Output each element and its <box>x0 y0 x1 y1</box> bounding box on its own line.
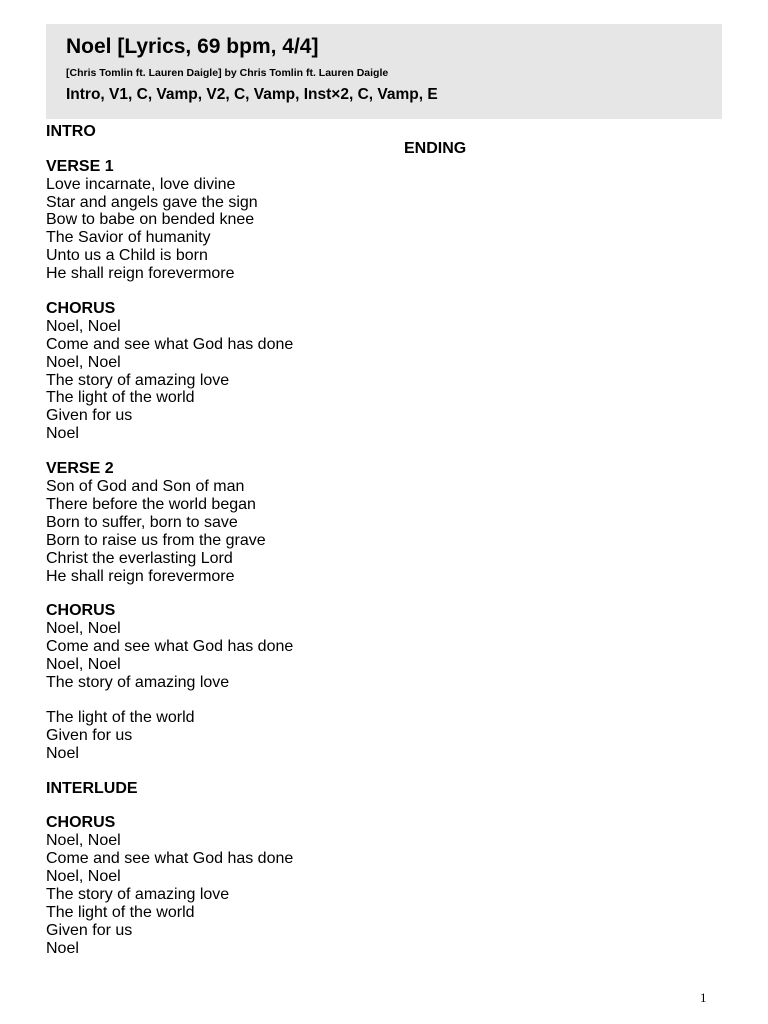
lyric-line: The light of the world <box>46 708 195 726</box>
lyric-line: Noel <box>46 939 79 957</box>
lyric-line: Bow to babe on bended knee <box>46 211 255 229</box>
section-heading: INTERLUDE <box>46 779 138 797</box>
lyric-line: Noel <box>46 744 79 762</box>
lyrics-section <box>46 602 386 691</box>
lyric-line: Come and see what God has done <box>46 335 294 353</box>
lyrics-section <box>404 140 724 158</box>
lyric-line: He shall reign forevermore <box>46 265 235 283</box>
lyric-line: Noel, Noel <box>46 317 121 335</box>
lyrics-section <box>46 158 386 283</box>
lyric-line: Come and see what God has done <box>46 638 294 656</box>
lyrics-section <box>46 780 386 798</box>
lyric-line: There before the world began <box>46 495 256 513</box>
lyric-line: Star and angels gave the sign <box>46 193 258 211</box>
lyric-line: Noel, Noel <box>46 353 121 371</box>
lyric-line: The Savior of humanity <box>46 229 211 247</box>
lyric-line: Unto us a Child is born <box>46 247 208 265</box>
lyric-line: Noel, Noel <box>46 867 121 885</box>
section-heading: ENDING <box>404 140 467 157</box>
lyrics-right-column <box>404 140 724 175</box>
song-title: Noel [Lyrics, 69 bpm, 4/4] <box>66 35 319 58</box>
lyric-line: The light of the world <box>46 903 195 921</box>
lyric-line: Born to raise us from the grave <box>46 531 266 549</box>
lyric-line: Come and see what God has done <box>46 850 294 868</box>
lyric-line: Noel, Noel <box>46 620 121 638</box>
section-heading: CHORUS <box>46 814 116 832</box>
lyric-line: Christ the everlasting Lord <box>46 549 233 567</box>
lyric-line: Son of God and Son of man <box>46 477 245 495</box>
section-heading: INTRO <box>46 123 96 140</box>
lyric-line: Love incarnate, love divine <box>46 175 236 193</box>
section-heading: VERSE 2 <box>46 460 114 478</box>
lyric-line: The story of amazing love <box>46 673 230 691</box>
lyric-line: Noel, Noel <box>46 656 121 674</box>
lyrics-section <box>46 709 386 763</box>
song-order: Intro, V1, C, Vamp, V2, C, Vamp, Inst×2, C, Vamp, E <box>66 86 438 103</box>
lyrics-section <box>46 300 386 443</box>
lyric-line: Given for us <box>46 921 133 939</box>
section-heading: CHORUS <box>46 300 116 318</box>
lyric-line: Born to suffer, born to save <box>46 513 238 531</box>
lyric-line: The story of amazing love <box>46 885 230 903</box>
song-header <box>46 24 722 119</box>
lyrics-section <box>46 460 386 585</box>
section-heading: VERSE 1 <box>46 157 114 175</box>
page-number: 1 <box>700 990 707 1005</box>
lyric-line: Given for us <box>46 726 133 744</box>
lyric-line: Given for us <box>46 407 133 425</box>
lyric-line: Noel <box>46 425 79 443</box>
lyrics-section <box>46 123 386 141</box>
lyrics-left-column <box>46 123 386 974</box>
lyrics-section <box>46 814 386 957</box>
lyric-line: He shall reign forevermore <box>46 567 235 585</box>
song-credit: [Chris Tomlin ft. Lauren Daigle] by Chris Tomlin ft. Lauren Daigle <box>66 67 389 79</box>
section-heading: CHORUS <box>46 602 116 620</box>
lyric-line: The story of amazing love <box>46 371 230 389</box>
lyric-line: The light of the world <box>46 389 195 407</box>
lyric-line: Noel, Noel <box>46 832 121 850</box>
